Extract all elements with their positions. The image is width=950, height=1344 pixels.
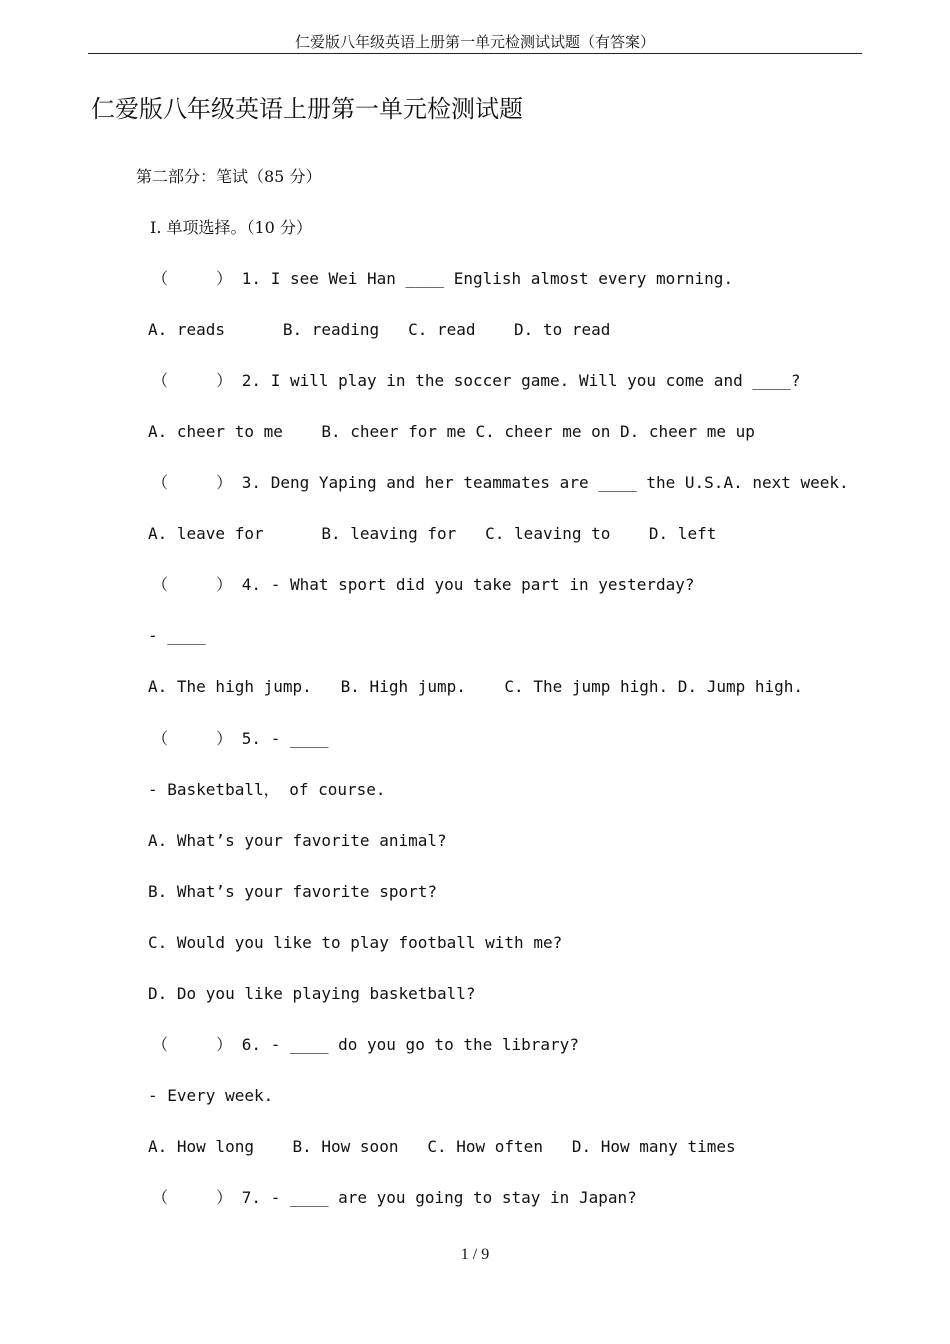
question-4-reply: - ____ bbox=[148, 626, 206, 645]
question-2-options: A. cheer to me B. cheer for me C. cheer me on D. cheer me up bbox=[148, 422, 755, 441]
question-2: （ ） 2. I will play in the soccer game. Will you come and ____? bbox=[152, 371, 801, 390]
question-4: （ ） 4. - What sport did you take part in yesterday? bbox=[152, 575, 695, 594]
question-5-option-d: D. Do you like playing basketball? bbox=[148, 984, 476, 1003]
document-title: 仁爱版八年级英语上册第一单元检测试题 bbox=[91, 95, 523, 123]
question-7: （ ） 7. - ____ are you going to stay in Japan? bbox=[152, 1188, 637, 1207]
question-4-options: A. The high jump. B. High jump. C. The jump high. D. Jump high. bbox=[148, 677, 804, 696]
question-5: （ ） 5. - ____ bbox=[152, 729, 329, 748]
question-5-option-c: C. Would you like to play football with me? bbox=[148, 933, 563, 952]
section-heading: Ⅰ. 单项选择。（10 分） bbox=[150, 218, 312, 237]
question-1-options: A. reads B. reading C. read D. to read bbox=[148, 320, 611, 339]
question-6-reply: - Every week. bbox=[148, 1086, 274, 1105]
page-number: 1 / 9 bbox=[460, 1246, 490, 1263]
question-6-options: A. How long B. How soon C. How often D. How many times bbox=[148, 1137, 736, 1156]
question-5-option-b: B. What’s your favorite sport? bbox=[148, 882, 437, 901]
question-3-options: A. leave for B. leaving for C. leaving to D. left bbox=[148, 524, 717, 543]
question-5-option-a: A. What’s your favorite animal? bbox=[148, 831, 447, 850]
header-rule bbox=[88, 53, 862, 54]
question-3: （ ） 3. Deng Yaping and her teammates are ____ the U.S.A. next week. bbox=[152, 473, 849, 492]
running-header: 仁爱版八年级英语上册第一单元检测试试题（有答案） bbox=[294, 33, 655, 51]
part-heading: 第二部分：笔试（85 分） bbox=[136, 167, 322, 186]
question-6: （ ） 6. - ____ do you go to the library? bbox=[152, 1035, 579, 1054]
question-5-reply: - Basketball， of course. bbox=[148, 780, 386, 799]
question-1: （ ） 1. I see Wei Han ____ English almost every morning. bbox=[152, 269, 734, 288]
